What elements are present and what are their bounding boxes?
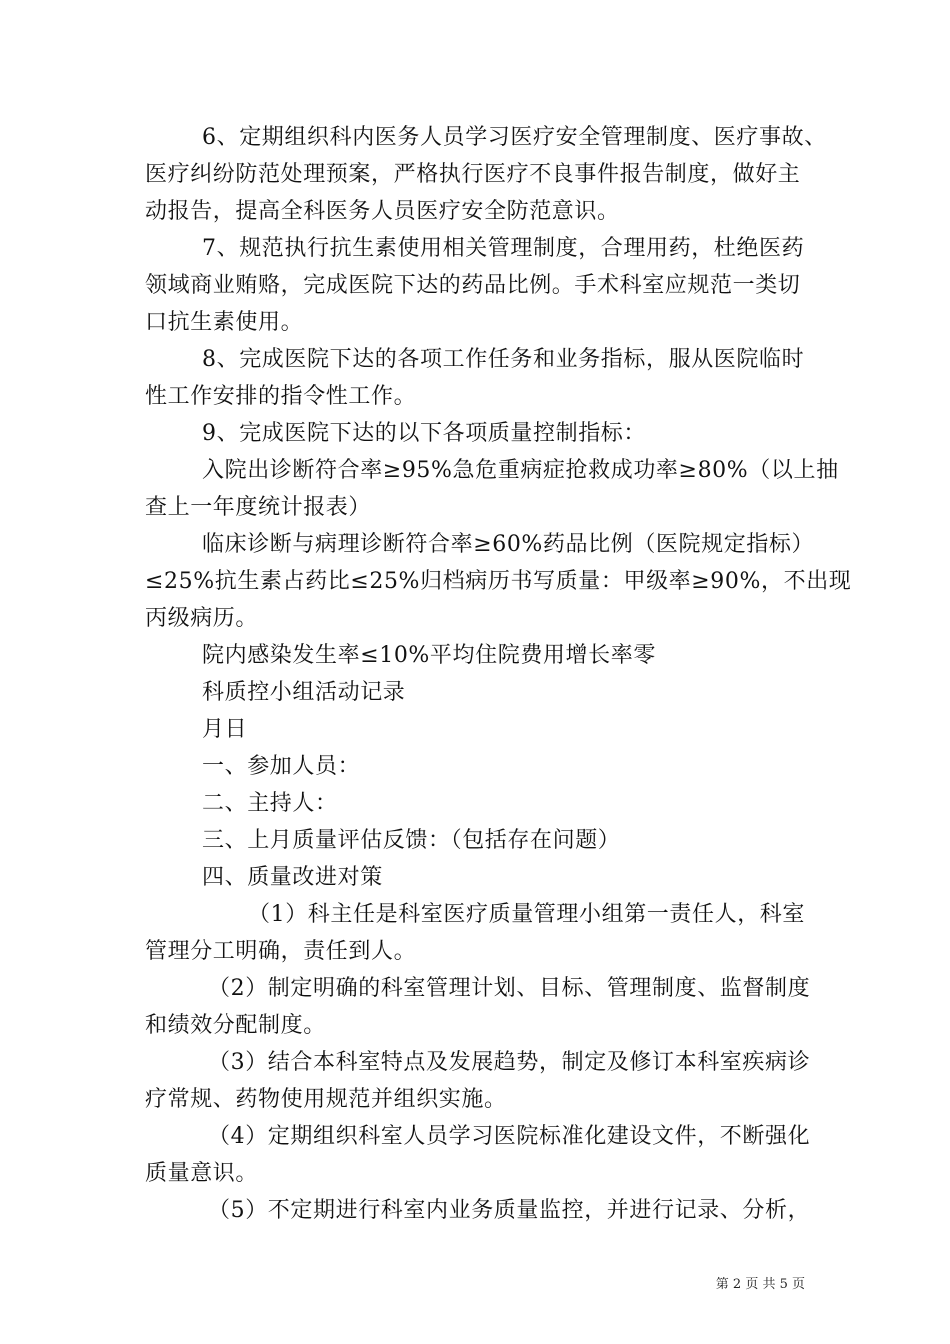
text-line: 医疗纠纷防范处理预案，严格执行医疗不良事件报告制度，做好主 <box>145 162 801 187</box>
text-line: 入院出诊断符合率≥95%急危重病症抢救成功率≥80%（以上抽 <box>202 458 839 483</box>
text-line: （3）结合本科室特点及发展趋势，制定及修订本科室疾病诊 <box>208 1050 811 1075</box>
text-line: 一、参加人员： <box>202 754 361 779</box>
text-line: 和绩效分配制度。 <box>145 1013 326 1038</box>
text-line: 口抗生素使用。 <box>145 310 304 335</box>
text-line: 9、完成医院下达的以下各项质量控制指标： <box>202 421 646 446</box>
text-line: 领域商业贿赂，完成医院下达的药品比例。手术科室应规范一类切 <box>145 273 801 298</box>
text-line: 三、上月质量评估反馈：（包括存在问题） <box>202 828 621 853</box>
text-line: 丙级病历。 <box>145 606 259 631</box>
text-line: 临床诊断与病理诊断符合率≥60%药品比例（医院规定指标） <box>202 532 815 557</box>
text-line: 疗常规、药物使用规范并组织实施。 <box>145 1087 507 1112</box>
text-line: 质量意识。 <box>145 1161 259 1186</box>
text-line: （1）科主任是科室医疗质量管理小组第一责任人，科室 <box>248 902 805 927</box>
text-line: 动报告，提高全科医务人员医疗安全防范意识。 <box>145 199 620 224</box>
text-line: 月日 <box>202 717 248 742</box>
text-line: 管理分工明确，责任到人。 <box>145 939 417 964</box>
text-line: （5）不定期进行科室内业务质量监控，并进行记录、分析， <box>208 1198 811 1223</box>
text-line: （4）定期组织科室人员学习医院标准化建设文件，不断强化 <box>208 1124 811 1149</box>
text-line: （2）制定明确的科室管理计划、目标、管理制度、监督制度 <box>208 976 811 1001</box>
text-line: 7、规范执行抗生素使用相关管理制度，合理用药，杜绝医药 <box>202 236 805 261</box>
text-line: 性工作安排的指令性工作。 <box>145 384 417 409</box>
text-line: ≤25%抗生素占药比≤25%归档病历书写质量：甲级率≥90%，不出现 <box>145 569 852 594</box>
text-line: 查上一年度统计报表） <box>145 495 372 520</box>
page-number-footer: 第 2 页 共 5 页 <box>715 1277 805 1292</box>
text-line: 6、定期组织科内医务人员学习医疗安全管理制度、医疗事故、 <box>202 125 827 150</box>
text-line: 科质控小组活动记录 <box>202 680 406 705</box>
text-line: 四、质量改进对策 <box>202 865 383 890</box>
text-line: 院内感染发生率≤10%平均住院费用增长率零 <box>202 643 656 668</box>
text-line: 8、完成医院下达的各项工作任务和业务指标，服从医院临时 <box>202 347 805 372</box>
text-line: 二、主持人： <box>202 791 338 816</box>
